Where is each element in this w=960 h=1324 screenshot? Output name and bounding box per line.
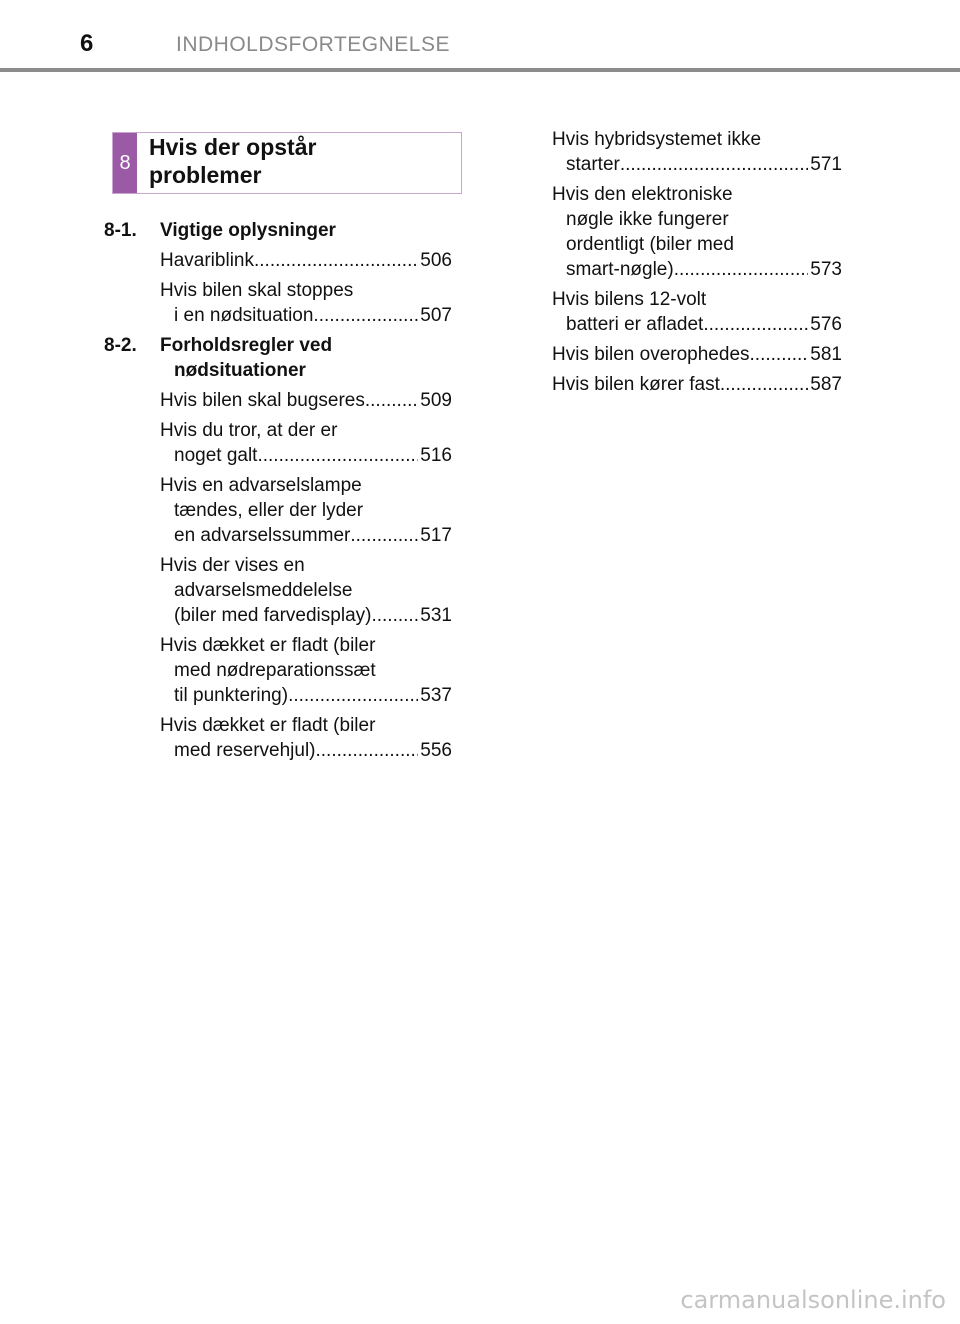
toc-entry-line [552, 342, 842, 367]
section-entries [112, 248, 452, 328]
toc-entry-text: Hvis bilen skal stoppes [160, 280, 354, 301]
toc-entry[interactable] [160, 473, 452, 548]
toc-entry-text: Hvis du tror, at der er [160, 420, 338, 441]
dot-leader [365, 388, 418, 413]
dot-leader [254, 248, 418, 273]
section-title [160, 333, 452, 383]
toc-entry-text: Hvis hybridsystemet ikke [552, 129, 762, 150]
toc-entry[interactable] [160, 418, 452, 468]
dot-leader [350, 523, 418, 548]
toc-page-number: 537 [420, 685, 452, 706]
toc-page-number: 581 [810, 344, 842, 365]
toc-entry-text: starter [566, 154, 620, 175]
toc-entry-text: til punktering) [174, 685, 289, 706]
toc-entry-text: Hvis bilen skal bugseres [160, 390, 365, 411]
toc-entry-text: tændes, eller der lyder [174, 500, 364, 521]
header-divider [0, 68, 960, 72]
toc-entry-text: Hvis dækket er fladt (biler [160, 715, 376, 736]
header-title: INDHOLDSFORTEGNELSE [176, 33, 450, 56]
toc-entry[interactable] [160, 388, 452, 413]
toc-entry-line [160, 303, 452, 328]
dot-leader [288, 683, 418, 708]
dot-leader [674, 257, 809, 282]
toc-entry-line [160, 603, 452, 628]
section-heading [104, 218, 452, 243]
section-title [160, 218, 452, 243]
toc-page-number: 556 [420, 740, 452, 761]
dot-leader [371, 603, 418, 628]
toc-page-number: 576 [810, 314, 842, 335]
toc-entry-text: nøgle ikke fungerer [566, 209, 729, 230]
toc-entry-text: batteri er afladet [566, 314, 704, 335]
dot-leader [750, 342, 809, 367]
toc-entry[interactable] [160, 713, 452, 763]
toc-entry-line [160, 523, 452, 548]
section-title-line: Vigtige oplysninger [160, 220, 336, 241]
toc-page-number: 587 [810, 374, 842, 395]
toc-page-number: 506 [420, 250, 452, 271]
toc-page-number: 516 [420, 445, 452, 466]
toc-entry-text: smart-nøgle) [566, 259, 674, 280]
dot-leader [620, 152, 808, 177]
toc-entry[interactable] [552, 182, 842, 282]
toc-entry[interactable] [552, 372, 842, 397]
page-number: 6 [80, 30, 94, 57]
toc-right-column [552, 127, 842, 402]
dot-leader [257, 443, 418, 468]
toc-entry[interactable] [160, 553, 452, 628]
toc-left-column [104, 218, 452, 768]
toc-entry-text: (biler med farvedisplay) [174, 605, 372, 626]
dot-leader [313, 303, 418, 328]
toc-entry-line [552, 257, 842, 282]
toc-page-number: 571 [810, 154, 842, 175]
toc-section [104, 333, 452, 763]
toc-page-number: 509 [420, 390, 452, 411]
dot-leader [316, 738, 419, 763]
toc-entry-line [160, 248, 452, 273]
toc-entry-text: noget galt [174, 445, 258, 466]
toc-entry-text: Hvis dækket er fladt (biler [160, 635, 376, 656]
section-title-line: Forholdsregler ved [160, 335, 333, 356]
toc-entry-text: Hvis der vises en [160, 555, 305, 576]
toc-page-number: 507 [420, 305, 452, 326]
toc-entry-text: en advarselssummer [174, 525, 351, 546]
toc-entry-text: med reservehjul) [174, 740, 316, 761]
toc-page-number: 531 [420, 605, 452, 626]
chapter-title-line2: problemer [149, 162, 262, 188]
toc-page-number: 517 [420, 525, 452, 546]
toc-entry-text: Hvis en advarselslampe [160, 475, 362, 496]
toc-entry[interactable] [160, 633, 452, 708]
toc-entry-line [160, 388, 452, 413]
chapter-heading [112, 132, 462, 194]
toc-entry-text: advarselsmeddelelse [174, 580, 353, 601]
toc-entry-text: ordentligt (biler med [566, 234, 734, 255]
toc-entry-line [160, 443, 452, 468]
toc-entry-text: i en nødsituation [174, 305, 314, 326]
toc-entry-text: Hvis den elektroniske [552, 184, 733, 205]
dot-leader [703, 312, 808, 337]
toc-entry-line [552, 312, 842, 337]
toc-entry[interactable] [552, 342, 842, 367]
toc-entry[interactable] [160, 278, 452, 328]
toc-entry-line [552, 152, 842, 177]
toc-entry-text: Hvis bilens 12-volt [552, 289, 707, 310]
toc-entry-line [552, 372, 842, 397]
section-number: 8-2. [104, 335, 137, 356]
section-number: 8-1. [104, 220, 137, 241]
toc-entry[interactable] [552, 287, 842, 337]
section-title-line: nødsituationer [174, 360, 306, 381]
toc-entry-text: med nødreparationssæt [174, 660, 376, 681]
watermark: carmanualsonline.info [680, 1286, 946, 1314]
toc-entry-text: Hvis bilen overophedes [552, 344, 750, 365]
toc-page-number: 573 [810, 259, 842, 280]
chapter-number-tab: 8 [113, 133, 137, 193]
section-heading [104, 333, 452, 383]
dot-leader [720, 372, 808, 397]
section-entries [112, 388, 452, 763]
toc-entry-text: Havariblink [160, 250, 254, 271]
toc-entry[interactable] [160, 248, 452, 273]
toc-entry-text: Hvis bilen kører fast [552, 374, 720, 395]
page-header [0, 0, 960, 72]
chapter-title [149, 133, 316, 189]
chapter-title-line1: Hvis der opstår [149, 134, 317, 160]
toc-entry-line [160, 738, 452, 763]
toc-section [104, 218, 452, 328]
toc-entry[interactable] [552, 127, 842, 177]
toc-entry-line [160, 683, 452, 708]
